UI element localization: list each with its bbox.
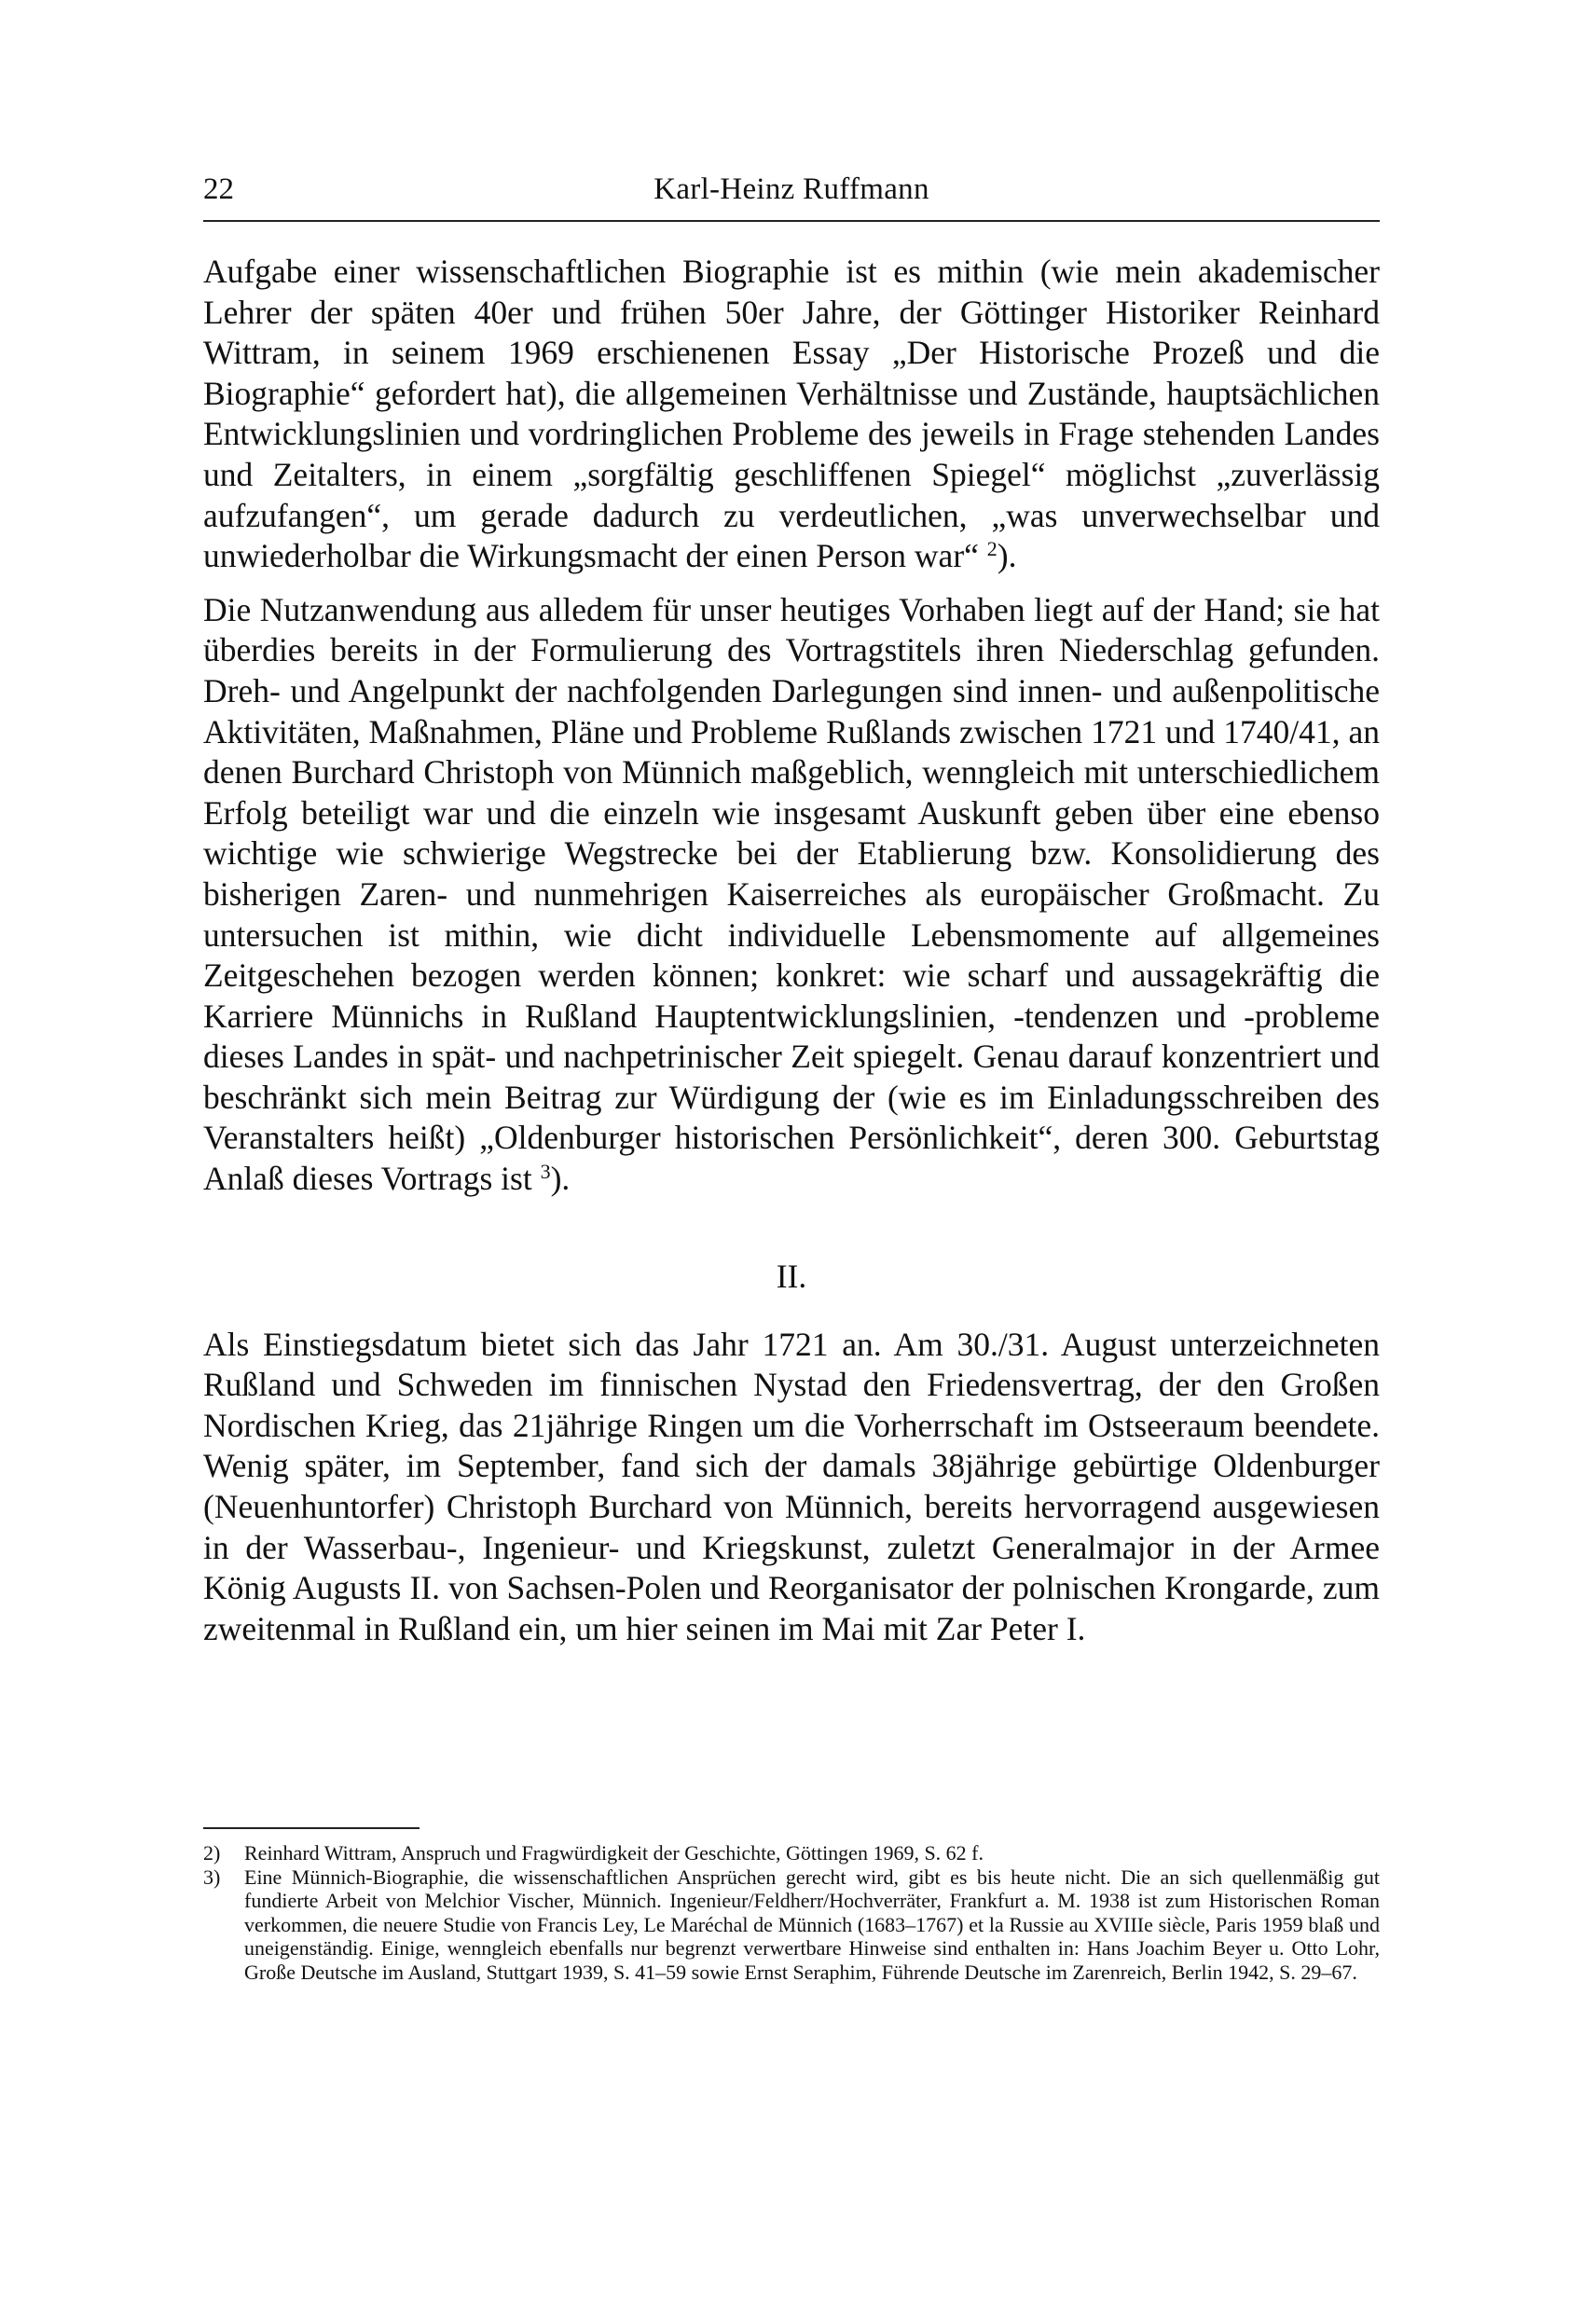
footnote-2	[203, 1841, 1380, 1865]
paragraph-1	[203, 252, 1380, 577]
paragraph-3-text: Als Einstiegsdatum bietet sich das Jahr 1721 an. Am 30./31. August unterzeichneten Rußland und Schweden im finnischen Nystad den Friedensvertrag, der den Großen Nordischen Krieg, das 21jährige Ringen um die Vorherrschaft im Ostseeraum beendete. Wenig später, im September, fand sich der damals 38jährige gebürtige Oldenburger (Neuenhuntorfer) Christoph Burchard von Münnich, bereits hervorragend ausgewiesen in der Wasserbau-, Ingenieur- und Kriegskunst, zuletzt Generalmajor in der Armee König Augusts II. von Sachsen-Polen und Reorganisator der polnischen Krongarde, zum zweitenmal in Rußland ein, um hier seinen im Mai mit Zar Peter I.	[203, 1325, 1380, 1647]
paragraph-1-tail: ).	[997, 537, 1017, 575]
paragraph-3	[203, 1325, 1380, 1650]
footnote-mark: 2)	[203, 1841, 221, 1865]
footnote-text: Reinhard Wittram, Anspruch und Fragwürdigkeit der Geschichte, Göttingen 1969, S. 62 f.	[244, 1841, 984, 1865]
paragraph-2	[203, 590, 1380, 1200]
paragraph-2-tail: ).	[550, 1160, 571, 1198]
footnote-text: Eine Münnich-Biographie, die wissenschaftlichen Ansprüchen gerecht wird, gibt es bis heute nicht. Die an sich quellenmäßig gut fundierte Arbeit von Melchior Vischer, Münnich. Ingenieur/Feldherr/Hochverräter, Frankfurt a. M. 1938 ist zum Historischen Roman verkommen, die neuere Studie von Francis Ley, Le Maréchal de Münnich (1683–1767) et la Russie au XVIIIe siècle, Paris 1959 blaß und uneigenständig. Einige, wenngleich ebenfalls nur begrenzt verwertbare Hinweise sind enthalten in: Hans Joachim Beyer u. Otto Lohr, Große Deutsche im Ausland, Stuttgart 1939, S. 41–59 sowie Ernst Seraphim, Führende Deutsche im Zarenreich, Berlin 1942, S. 29–67.	[244, 1865, 1380, 1984]
footnote-ref-2[interactable]: 2	[986, 537, 998, 561]
footnotes	[203, 1841, 1380, 1985]
footnote-3	[203, 1865, 1380, 1985]
footnote-ref-3[interactable]: 3	[540, 1159, 551, 1183]
section-heading: II.	[776, 1257, 807, 1295]
page-number: 22	[203, 172, 234, 206]
body-text	[203, 252, 1380, 1662]
header-rule	[203, 220, 1380, 222]
running-head: Karl-Heinz Ruffmann	[654, 172, 929, 206]
footnote-rule	[203, 1827, 420, 1829]
footnote-mark: 3)	[203, 1865, 221, 1889]
page-header	[203, 166, 1380, 213]
paragraph-2-text: Die Nutzanwendung aus alledem für unser heutiges Vorhaben liegt auf der Hand; sie hat überdies bereits in der Formulierung des Vortragstitels ihren Niederschlag gefunden. Dreh- und Angelpunkt der nachfolgenden Darlegungen sind innen- und außenpolitische Aktivitäten, Maßnahmen, Pläne und Probleme Rußlands zwischen 1721 und 1740/41, an denen Burchard Christoph von Münnich maßgeblich, wenngleich mit unterschiedlichem Erfolg beteiligt war und die einzeln wie insgesamt Auskunft geben über eine ebenso wichtige wie schwierige Wegstrecke bei der Etablierung bzw. Konsolidierung des bisherigen Zaren- und nunmehrigen Kaiserreiches als europäischer Großmacht. Zu untersuchen ist mithin, wie dicht individuelle Lebensmomente auf allgemeines Zeitgeschehen bezogen werden können; konkret: wie scharf und aussagekräftig die Karriere Münnichs in Rußland Hauptentwicklungslinien, -tendenzen und -probleme dieses Landes in spät- und nachpetrinischer Zeit spiegelt. Genau darauf konzentriert und beschränkt sich mein Beitrag zur Würdigung der (wie es im Einladungsschreiben des Veranstalters heißt) „Oldenburger historischen Persönlichkeit“, deren 300. Geburtstag Anlaß dieses Vortrags ist	[203, 590, 1380, 1198]
paragraph-1-text: Aufgabe einer wissenschaftlichen Biographie ist es mithin (wie mein akademischer Lehrer der späten 40er und frühen 50er Jahre, der Göttinger Historiker Reinhard Wittram, in seinem 1969 erschienenen Essay „Der Historische Prozeß und die Biographie“ gefordert hat), die allgemeinen Verhältnisse und Zustände, hauptsächlichen Entwicklungslinien und vordringlichen Probleme des jeweils in Frage stehenden Landes und Zeitalters, in einem „sorgfältig geschliffenen Spiegel“ möglichst „zuverlässig aufzufangen“, um gerade dadurch zu verdeutlichen, „was unverwechselbar und unwiederholbar die Wirkungsmacht der einen Person war“	[203, 253, 1380, 575]
